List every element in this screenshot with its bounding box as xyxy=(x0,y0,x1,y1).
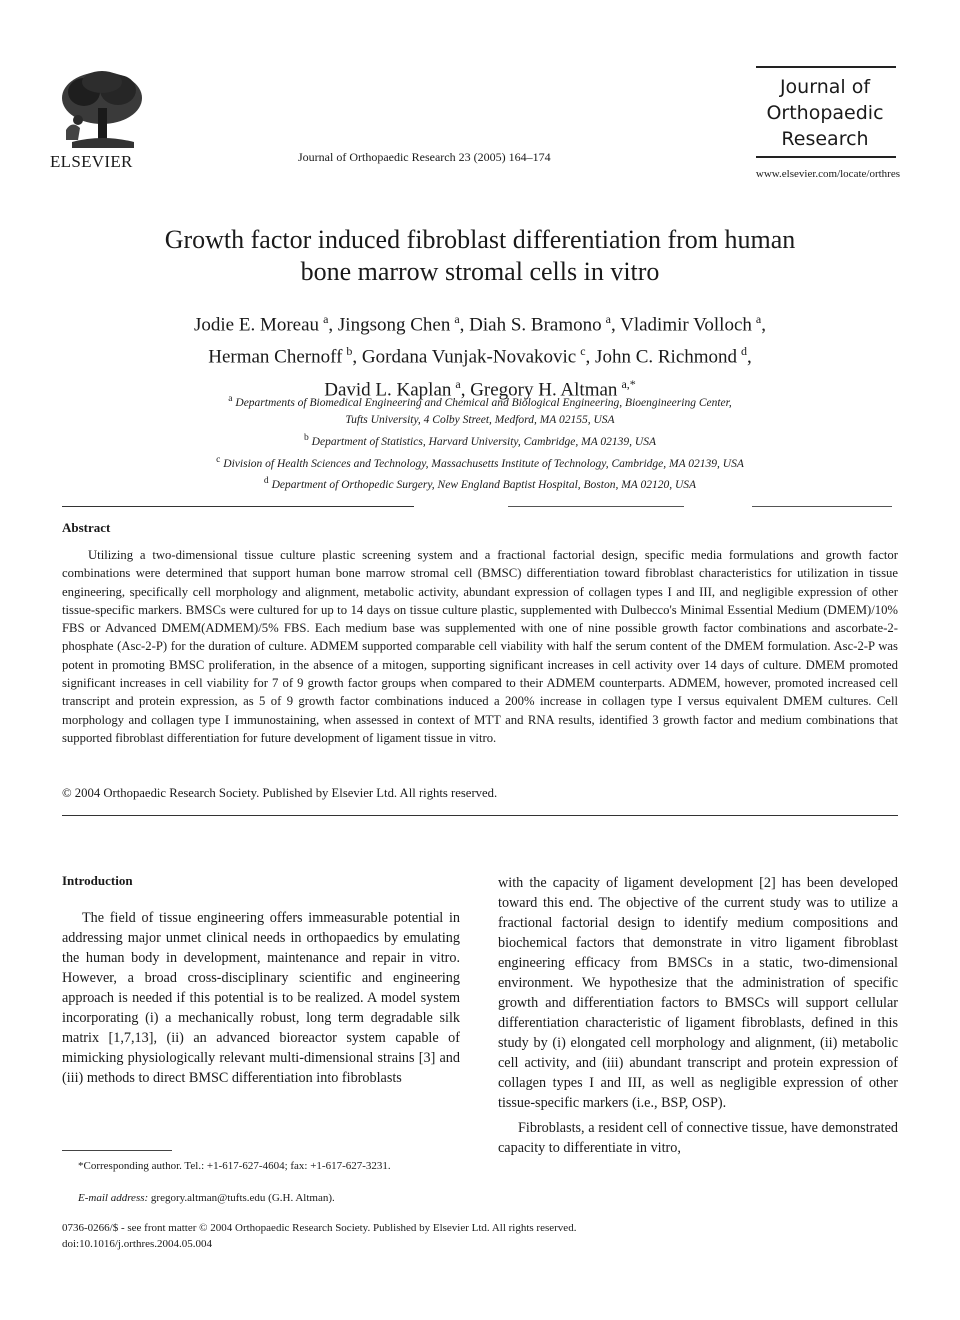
article-title xyxy=(60,224,900,288)
journal-name-block xyxy=(750,74,900,152)
abstract-bottom-rule xyxy=(62,815,898,816)
affiliation-text: Departments of Biomedical Engineering and Chemical and Biological Engineering, Bioengineering Center, xyxy=(235,396,732,409)
separator-rule xyxy=(62,506,414,507)
journal-name-line: Journal of xyxy=(779,76,871,98)
author-separator: , xyxy=(328,314,338,336)
separator-rule xyxy=(752,506,892,507)
affiliation-mark: d xyxy=(263,475,269,487)
author-affiliation-mark: d xyxy=(741,344,748,359)
author-separator: , xyxy=(352,346,362,368)
doi[interactable]: doi:10.1016/j.orthres.2004.05.004 xyxy=(62,1238,213,1250)
journal-name-line: Orthopaedic xyxy=(766,102,884,124)
affiliation-line xyxy=(100,472,860,494)
author-list xyxy=(60,306,900,403)
introduction-left-column: The field of tissue engineering offers immeasurable potential in addressing major unmet clinical needs in orthopaedics by emulating the human body in development, maintenance and repair in vitro. However, a broad cross-disciplinary scientific and engineering approach is needed if this potential is to be realized. A model system incorporating (i) a mechanically robust, long term degradable silk matrix [1,7,13], (ii) an advanced bioreactor system capable of mimicking physiologically relevant multi-dimensional strains [3] and (iii) methods to direct BMSC differentiation into fibroblasts xyxy=(62,910,460,1086)
publisher-name: ELSEVIER xyxy=(50,152,133,171)
journal-rule-top xyxy=(756,66,896,68)
author-affiliation-mark: a xyxy=(605,312,611,326)
title-line: Growth factor induced fibroblast differentiation from human xyxy=(164,225,796,254)
affiliation-text: Department of Statistics, Harvard University, Cambridge, MA 02139, USA xyxy=(311,435,656,448)
footnote-rule xyxy=(62,1150,172,1151)
corresponding-author-note: *Corresponding author. Tel.: +1-617-627-4604; fax: +1-617-627-3231. xyxy=(78,1160,391,1172)
separator-rule xyxy=(508,506,684,507)
author-separator: , xyxy=(761,314,766,336)
affiliation-line xyxy=(100,429,860,451)
author-separator: , xyxy=(459,314,470,336)
author-separator: , xyxy=(460,378,471,400)
abstract-heading: Abstract xyxy=(62,520,111,535)
affiliation-mark: b xyxy=(303,431,309,443)
author-name: David L. Kaplan xyxy=(324,378,452,400)
affiliation-text: Department of Orthopedic Surgery, New England Baptist Hospital, Boston, MA 02120, USA xyxy=(271,479,697,492)
introduction-right-column xyxy=(498,873,898,1158)
affiliation-text: Division of Health Sciences and Technology, Massachusetts Institute of Technology, Cambridge, MA 02139, USA xyxy=(223,457,744,470)
author-name: Diah S. Bramono xyxy=(469,314,602,336)
intro-paragraph: Fibroblasts, a resident cell of connective tissue, have demonstrated capacity to differentiate in vitro, xyxy=(498,1120,898,1156)
author-separator: , xyxy=(585,346,596,368)
affiliation-mark: c xyxy=(216,453,221,465)
email-address[interactable]: gregory.altman@tufts.edu (G.H. Altman). xyxy=(150,1192,335,1204)
author-name: Jodie E. Moreau xyxy=(194,314,320,336)
author-affiliation-mark: a,* xyxy=(621,376,636,391)
author-affiliation-mark: a xyxy=(454,312,460,326)
affiliations xyxy=(100,390,860,494)
author-affiliation-mark: a xyxy=(755,312,762,326)
journal-name-line: Research xyxy=(781,128,869,150)
author-name: Jingsong Chen xyxy=(337,314,451,336)
author-name: Vladimir Volloch xyxy=(620,314,752,336)
email-label: E-mail address: xyxy=(78,1192,149,1204)
author-separator: , xyxy=(747,346,752,368)
abstract-copyright: © 2004 Orthopaedic Research Society. Published by Elsevier Ltd. All rights reserved. xyxy=(62,786,498,800)
journal-url[interactable]: www.elsevier.com/locate/orthres xyxy=(755,168,900,180)
author-name: Gregory H. Altman xyxy=(470,378,618,400)
email-note xyxy=(62,1190,460,1206)
elsevier-tree-logo xyxy=(52,68,152,152)
journal-rule-bottom xyxy=(756,156,896,158)
abstract-body: Utilizing a two-dimensional tissue culture plastic screening system and a fractional factorial design, specific media formulations and growth factor combinations were determined that support human bone marrow stromal cell (BMSC) differentiation toward fibroblast characteristics for utilization in tissue engineering, specifically cell morphology and alignment, metabolic activity, abundant expression of collagen types I and III, and negligible expression of other tissue-specific markers. BMSCs were cultured for up to 14 days on tissue culture plastic, supplemented with Dulbecco's Minimal Essential Medium (DMEM)/10% FBS or Advanced DMEM(ADMEM)/5% FBS. Each medium base was supplemented with one of nine possible growth factor combinations and ascorbate-2-phosphate (Asc-2-P) for the duration of culture. ADMEM supported comparable cell viability with half the serum content of the DMEM formulation. Asc-2-P was potent in promoting BMSC proliferation, in the absence of a mitogen, supporting significant increases in cell activity over 14 days of culture. DMEM promoted significant increases in cell viability for 7 of 9 growth factor groups when compared to their ADMEM counterparts. ADMEM, however, promoted increased cell transcript and protein expression, as 5 of 9 growth factor combinations induced a 200% increase in collagen type I versus equivalent DMEM cultures. Cell morphology and collagen type I immunostaining, when assessed in context of MTT and RNA results, identified 3 growth factor and medium combinations that supported fibroblast differentiation for future development of ligament tissue in vitro. xyxy=(62,548,898,745)
author-affiliation-mark: c xyxy=(580,344,586,359)
author-name: Gordana Vunjak-Novakovic xyxy=(361,346,577,368)
affiliation-text: Tufts University, 4 Colby Street, Medford, MA 02155, USA xyxy=(345,413,615,426)
author-separator: , xyxy=(610,314,621,336)
intro-paragraph: with the capacity of ligament development [2] has been developed toward this end. The objective of the current study was to utilize a fractional factorial design to identify medium compositions and biochemical factors that demonstrate in vitro ligament fibroblast engineering efficacy from BMSCs in a static, two-dimensional environment. We hypothesize that the administration of specific growth and differentiation factors to BMSCs will support cellular differentiation characteristic of ligament fibroblasts, defined in this study by (i) elongated cell morphology and alignment, (ii) metabolic cell activity, and (iii) abundant transcript and protein expression of collagen types I and III, as well as negligible expression of other tissue-specific markers (i.e., BSP, OSP). xyxy=(498,875,898,1111)
author-name: John C. Richmond xyxy=(595,346,738,368)
affiliation-line xyxy=(100,451,860,473)
author-affiliation-mark: a xyxy=(323,312,329,326)
author-affiliation-mark: a xyxy=(455,376,461,391)
affiliation-line xyxy=(100,390,860,412)
title-line: bone marrow stromal cells in vitro xyxy=(300,257,660,286)
author-affiliation-mark: b xyxy=(346,344,353,359)
affiliation-mark: a xyxy=(228,393,233,404)
introduction-heading: Introduction xyxy=(62,873,133,888)
journal-citation: Journal of Orthopaedic Research 23 (2005) 164–174 xyxy=(298,150,551,164)
author-name: Herman Chernoff xyxy=(208,346,343,368)
front-matter-rights: 0736-0266/$ - see front matter © 2004 Orthopaedic Research Society. Published by Elsevier Ltd. All rights reserved. xyxy=(62,1222,577,1234)
